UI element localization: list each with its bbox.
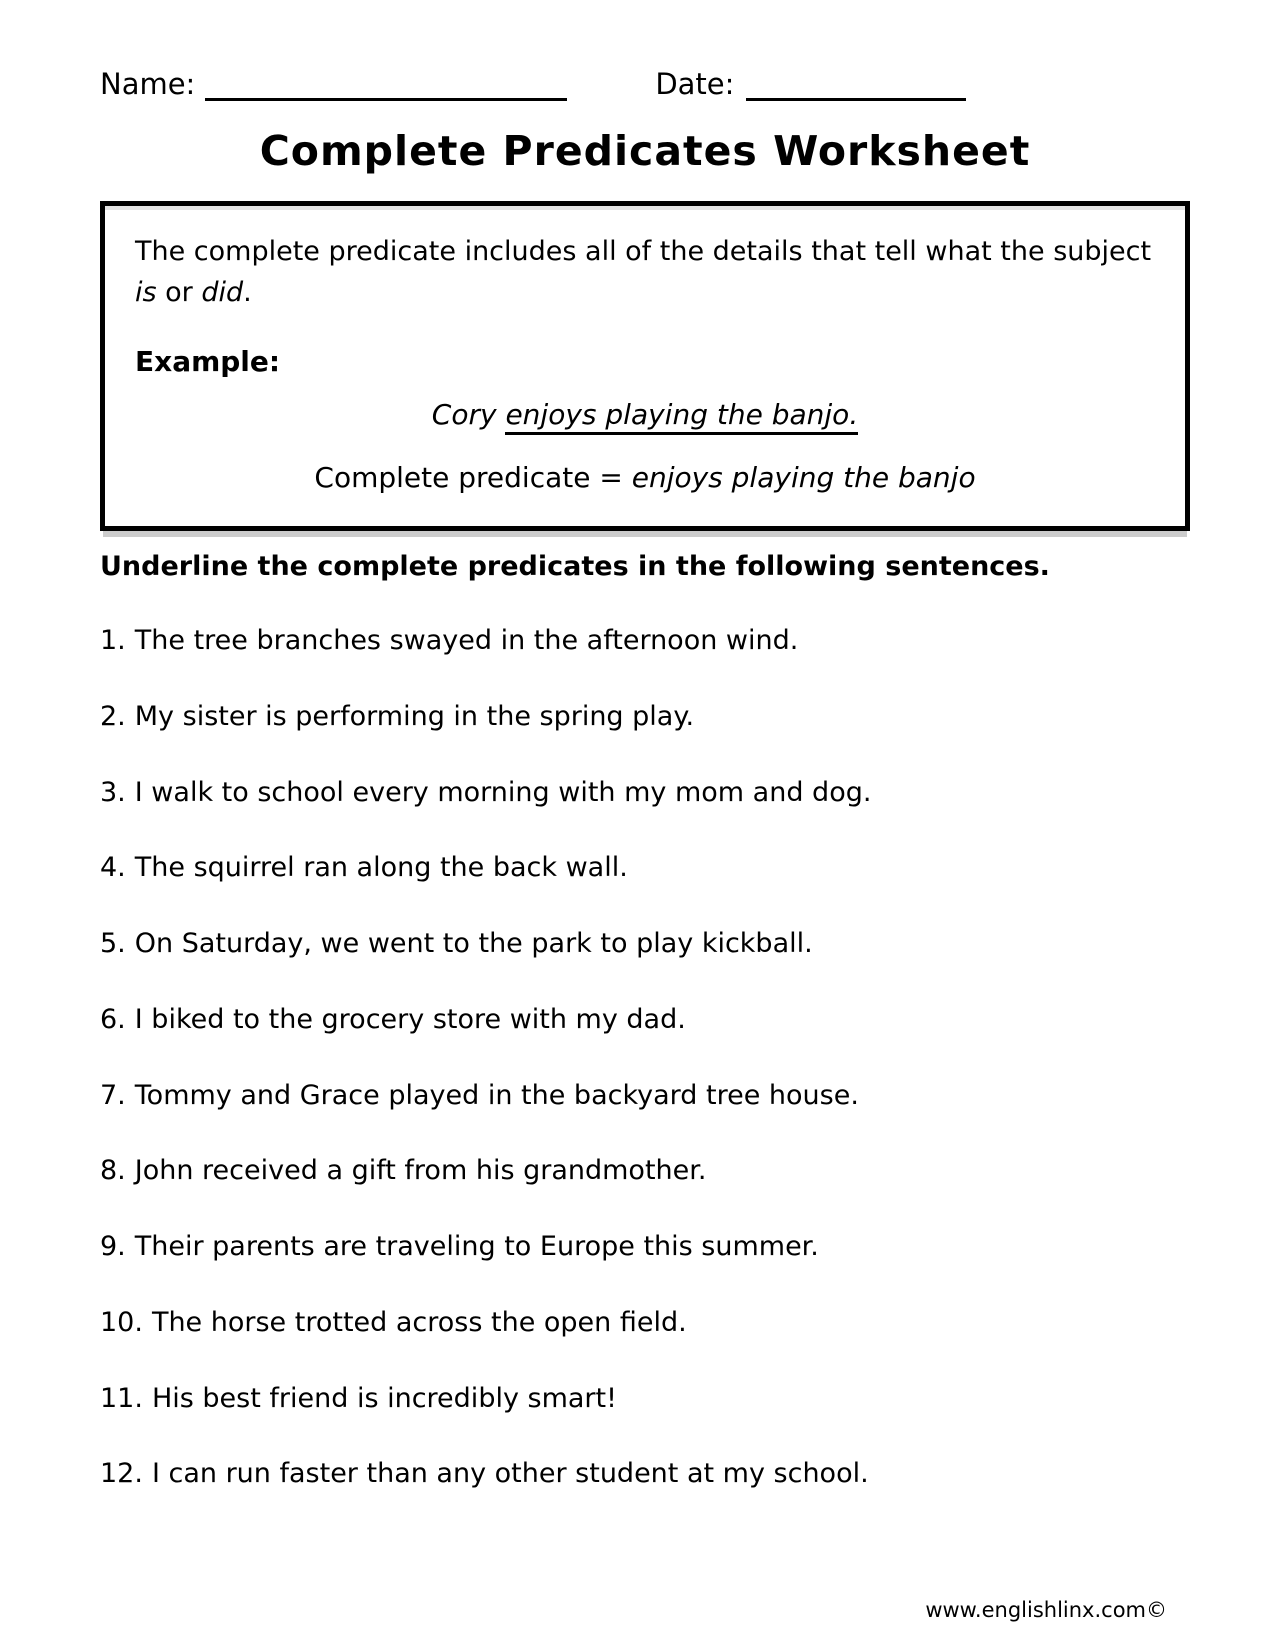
sentence-number: 10. xyxy=(100,1306,143,1338)
header-row xyxy=(100,64,1190,101)
sentence-text: His best friend is incredibly smart! xyxy=(151,1382,617,1414)
definition-text xyxy=(135,232,1155,313)
example-label: Example: xyxy=(135,345,281,378)
sentence-number: 11. xyxy=(100,1382,143,1414)
sentence-item-2 xyxy=(100,700,1190,734)
site-credit: www.englishlinx.com© xyxy=(925,1598,1167,1622)
instructions-text: Underline the complete predicates in the following sentences. xyxy=(100,551,1050,582)
sentence-item-7 xyxy=(100,1079,1190,1113)
sentence-number: 8. xyxy=(100,1155,126,1187)
sentence-text: I biked to the grocery store with my dad. xyxy=(134,1003,686,1035)
sentence-text: Their parents are traveling to Europe this summer. xyxy=(134,1231,819,1262)
sentence-text: On Saturday, we went to the park to play kickball. xyxy=(134,928,813,959)
definition-period: . xyxy=(243,276,252,308)
sentence-item-5 xyxy=(100,927,1190,961)
sentence-number: 2. xyxy=(100,700,126,732)
definition-example-box xyxy=(100,201,1190,531)
sentence-item-11 xyxy=(100,1382,1190,1416)
sentence-number: 3. xyxy=(100,776,126,808)
sentence-item-4 xyxy=(100,851,1190,885)
definition-prefix: The complete predicate includes all of the details that tell what the subject xyxy=(135,236,1152,267)
sentence-item-6 xyxy=(100,1003,1190,1037)
sentence-text: The horse trotted across the open field. xyxy=(151,1306,687,1338)
sentence-number: 1. xyxy=(100,625,126,656)
date-field xyxy=(655,64,966,101)
name-blank-line[interactable] xyxy=(205,64,567,101)
page-title: Complete Predicates Worksheet xyxy=(259,127,1031,175)
definition-word-did: did xyxy=(201,276,244,308)
example-sentence xyxy=(135,398,1155,431)
sentence-number: 4. xyxy=(100,852,126,884)
sentence-number: 6. xyxy=(100,1003,126,1035)
definition-word-is: is xyxy=(135,276,157,308)
sentence-item-8 xyxy=(100,1154,1190,1188)
date-label: Date: xyxy=(655,67,735,101)
name-field xyxy=(100,64,567,101)
sentence-text: My sister is performing in the spring play. xyxy=(134,700,695,732)
name-label: Name: xyxy=(100,67,196,101)
sentence-number: 7. xyxy=(100,1079,126,1111)
sentence-text: I walk to school every morning with my mom and dog. xyxy=(134,776,872,808)
example-subject: Cory xyxy=(431,398,506,431)
sentence-item-3 xyxy=(100,776,1190,810)
sentence-text: I can run faster than any other student at my school. xyxy=(151,1458,869,1490)
sentence-text: The squirrel ran along the back wall. xyxy=(134,852,628,884)
sentence-text: John received a gift from his grandmother. xyxy=(134,1155,707,1187)
example-predicate-underlined: enjoys playing the banjo. xyxy=(505,398,858,435)
sentence-text: The tree branches swayed in the afternoon wind. xyxy=(134,625,799,656)
sentence-number: 12. xyxy=(100,1458,143,1490)
sentence-item-9 xyxy=(100,1230,1190,1264)
predicate-eq-value: enjoys playing the banjo xyxy=(631,461,976,494)
sentence-number: 9. xyxy=(100,1231,126,1262)
sentence-text: Tommy and Grace played in the backyard tree house. xyxy=(134,1079,859,1111)
date-blank-line[interactable] xyxy=(746,64,966,101)
sentence-list xyxy=(100,624,1190,1491)
sentence-number: 5. xyxy=(100,928,126,959)
sentence-item-12 xyxy=(100,1457,1190,1491)
definition-or: or xyxy=(156,276,202,308)
sentence-item-10 xyxy=(100,1306,1190,1340)
predicate-eq-label: Complete predicate = xyxy=(314,461,632,494)
sentence-item-1 xyxy=(100,624,1190,658)
predicate-equation xyxy=(135,461,1155,494)
